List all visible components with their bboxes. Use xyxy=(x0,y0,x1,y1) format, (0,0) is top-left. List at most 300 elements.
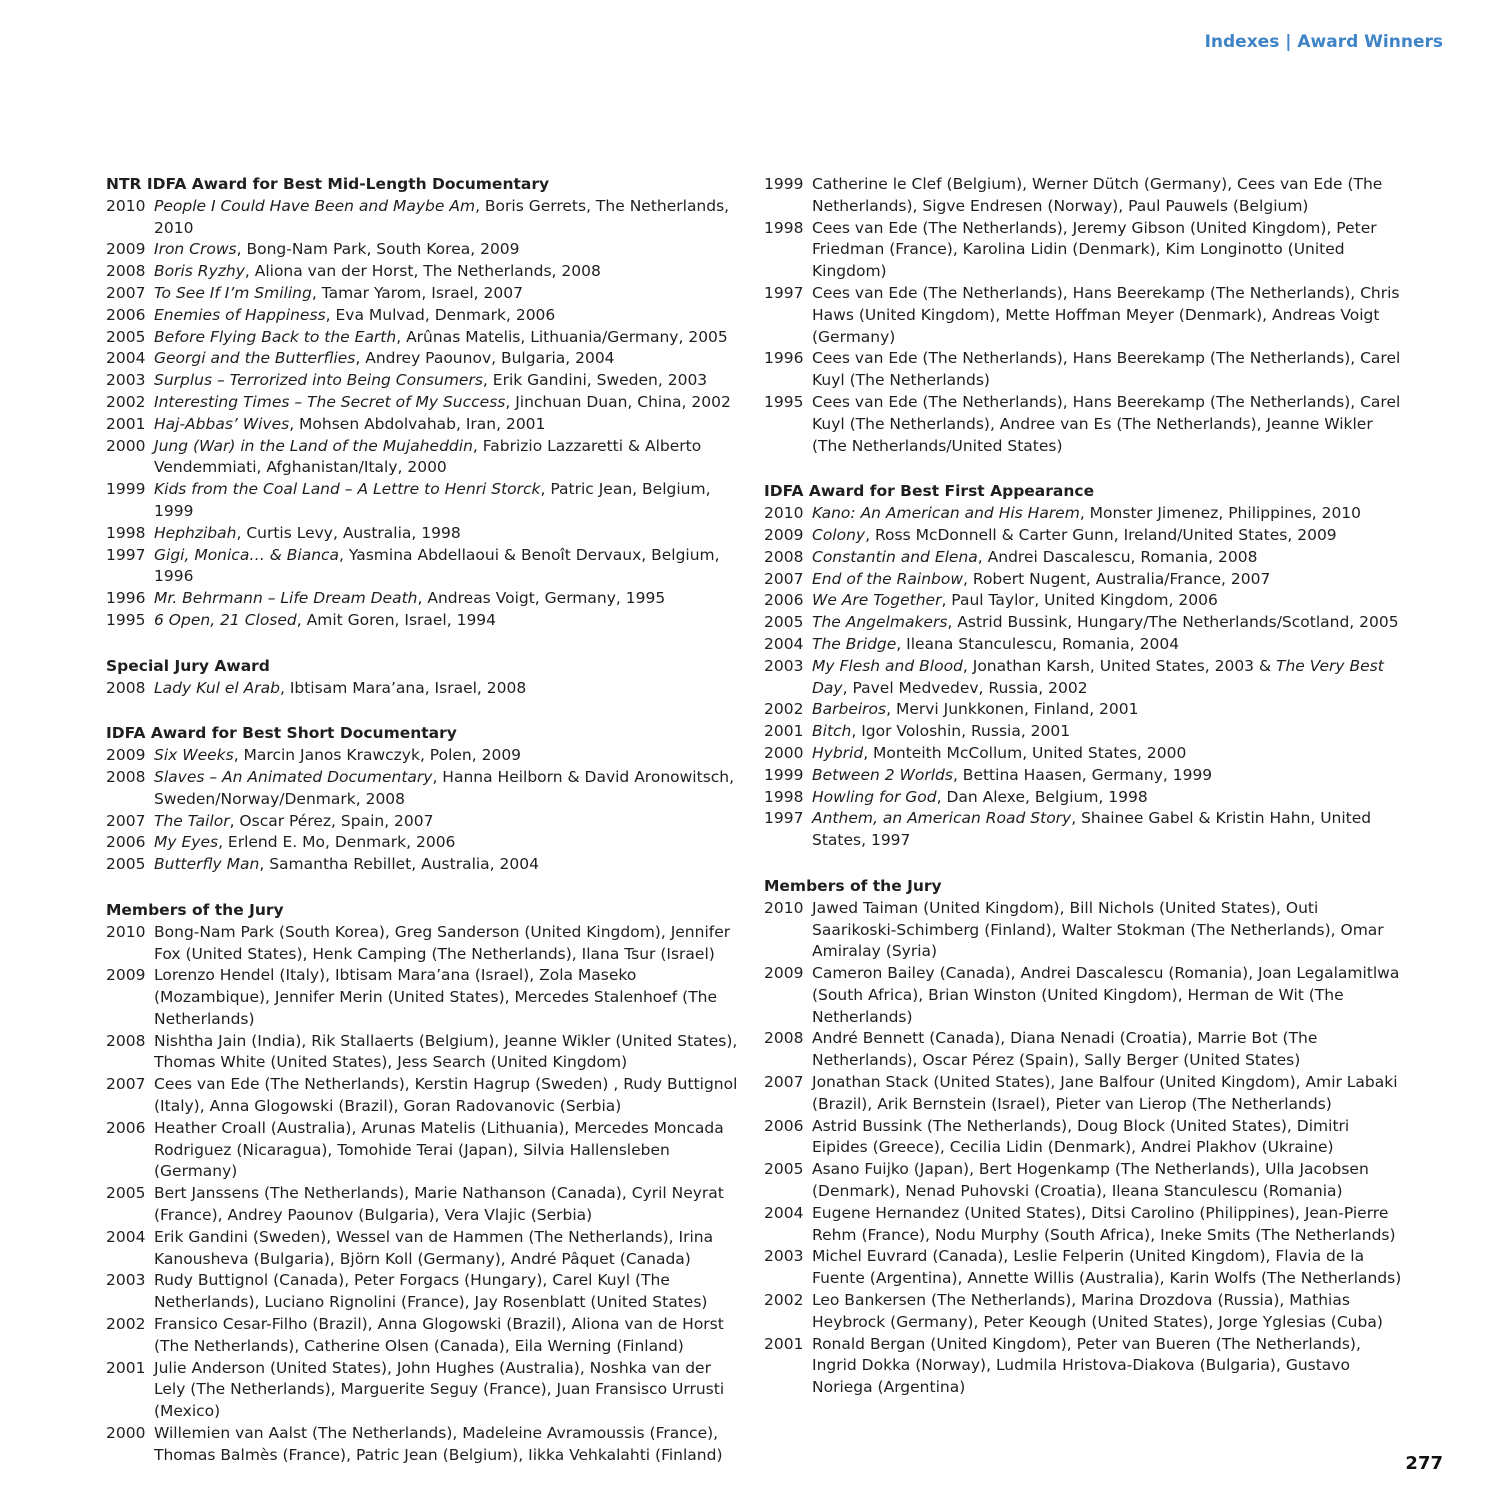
entry-details: Cees van Ede (The Netherlands), Hans Beerekamp (The Netherlands), Chris Haws (United Kingdom), Mette Hoffman Meyer (Denmark), Andreas Voigt (Germany) xyxy=(812,283,1400,346)
entry-details: Astrid Bussink (The Netherlands), Doug Block (United States), Dimitri Eipides (Greece), Cecilia Lidin (Denmark), Andrei Plakhov (Ukraine) xyxy=(812,1116,1350,1157)
award-section xyxy=(764,174,1404,457)
list-item xyxy=(764,218,1404,283)
list-item xyxy=(106,1074,746,1118)
film-title: Six Weeks xyxy=(154,746,234,765)
film-title: Kano: An American and His Harem xyxy=(812,504,1080,523)
entry-details: Willemien van Aalst (The Netherlands), Madeleine Avramoussis (France), Thomas Balmès (France), Patric Jean (Belgium), Iikka Vehkalahti (Finland) xyxy=(154,1424,723,1464)
film-title: Hephzibah xyxy=(154,523,237,542)
entry-text xyxy=(812,547,1404,569)
entry-text xyxy=(812,898,1404,963)
film-title: Gigi, Monica… & Bianca xyxy=(154,545,340,564)
entry-details: , Jonathan Karsh, United States, 2003 & xyxy=(962,656,1276,675)
entry-text xyxy=(812,569,1404,591)
right-column xyxy=(764,174,1404,1423)
list-item xyxy=(764,898,1404,963)
entry-text xyxy=(154,832,746,854)
list-item xyxy=(764,808,1404,852)
entry-text xyxy=(812,656,1404,700)
entry-year: 2006 xyxy=(764,1116,804,1135)
list-item xyxy=(764,699,1404,721)
entry-details: Rudy Buttignol (Canada), Peter Forgacs (Hungary), Carel Kuyl (The Netherlands), Luciano Rignolini (France), Jay Rosenblatt (United States) xyxy=(154,1271,708,1312)
entry-text xyxy=(154,1423,746,1467)
entry-year: 2007 xyxy=(106,283,146,302)
entry-details: , Andrey Paounov, Bulgaria, 2004 xyxy=(355,349,615,368)
entry-details: Cees van Ede (The Netherlands), Hans Beerekamp (The Netherlands), Carel Kuyl (The Netherlands), Andree van Es (The Netherlands), Jeanne Wikler (The Netherlands/United States) xyxy=(812,392,1401,455)
section-title: Special Jury Award xyxy=(106,656,270,675)
award-section xyxy=(106,723,746,876)
entry-details: , Jinchuan Duan, China, 2002 xyxy=(505,392,731,411)
list-item xyxy=(106,1118,746,1183)
award-section xyxy=(106,900,746,1467)
film-title: Howling for God xyxy=(812,787,937,806)
list-item xyxy=(106,678,746,700)
entry-details: Fransico Cesar-Filho (Brazil), Anna Glogowski (Brazil), Aliona van de Horst (The Netherlands), Catherine Olsen (Canada), Eila Werning (Finland) xyxy=(154,1315,724,1355)
entry-details: , Eva Mulvad, Denmark, 2006 xyxy=(325,305,556,324)
entry-year: 1995 xyxy=(764,392,804,411)
section-title: IDFA Award for Best First Appearance xyxy=(764,482,1095,501)
entry-details: Jawed Taiman (United Kingdom), Bill Nichols (United States), Outi Saarikoski-Schimberg (Finland), Walter Stokman (The Netherlands), Omar Amiralay (Syria) xyxy=(812,898,1384,961)
entry-year: 2006 xyxy=(106,305,146,324)
entry-details: , Marcin Janos Krawczyk, Polen, 2009 xyxy=(233,746,522,765)
entry-year: 2004 xyxy=(106,1227,146,1246)
entry-text xyxy=(154,745,746,767)
entry-year: 2009 xyxy=(106,240,146,259)
list-item xyxy=(764,525,1404,547)
left-column xyxy=(106,174,746,1491)
entry-text xyxy=(812,392,1404,457)
entry-text xyxy=(154,196,746,240)
list-item xyxy=(106,305,746,327)
entry-text xyxy=(154,767,746,811)
entry-text xyxy=(154,854,746,876)
entry-details: Ronald Bergan (United Kingdom), Peter van Bueren (The Netherlands), Ingrid Dokka (Norway), Ludmila Hristova-Diakova (Bulgaria), Gustavo Noriega (Argentina) xyxy=(812,1334,1361,1397)
list-item xyxy=(764,1116,1404,1160)
entry-details: , Bettina Haasen, Germany, 1999 xyxy=(952,765,1213,784)
entry-details: , Fabrizio Lazzaretti & Alberto Vendemmiati, Afghanistan/Italy, 2000 xyxy=(154,436,702,477)
film-title: We Are Together xyxy=(812,591,942,610)
list-item xyxy=(106,414,746,436)
entry-year: 2006 xyxy=(764,591,804,610)
entry-year: 2009 xyxy=(764,525,804,544)
entry-year: 2010 xyxy=(106,922,146,941)
list-item xyxy=(106,922,746,966)
list-item xyxy=(764,1028,1404,1072)
entry-text xyxy=(154,678,746,700)
entry-details: , Monster Jimenez, Philippines, 2010 xyxy=(1079,504,1362,523)
entry-details: , Ileana Stanculescu, Romania, 2004 xyxy=(896,634,1180,653)
entry-details: , Samantha Rebillet, Australia, 2004 xyxy=(259,855,539,874)
section-title: Members of the Jury xyxy=(106,900,284,919)
list-item xyxy=(106,1227,746,1271)
entry-text xyxy=(812,1159,1404,1203)
entry-text xyxy=(154,327,746,349)
film-title: Before Flying Back to the Earth xyxy=(154,327,397,346)
entry-year: 2008 xyxy=(764,547,804,566)
film-title: The Tailor xyxy=(154,811,230,830)
entry-details: , Aliona van der Horst, The Netherlands, 2008 xyxy=(244,262,601,281)
list-item xyxy=(106,588,746,610)
entry-year: 2008 xyxy=(764,1029,804,1048)
list-item xyxy=(764,547,1404,569)
entry-text xyxy=(812,590,1404,612)
entry-text xyxy=(812,963,1404,1028)
entry-text xyxy=(154,588,746,610)
list-item xyxy=(764,590,1404,612)
entry-year: 2007 xyxy=(764,569,804,588)
list-item xyxy=(106,1031,746,1075)
entry-text xyxy=(812,699,1404,721)
entry-text xyxy=(154,239,746,261)
film-title: Mr. Behrmann – Life Dream Death xyxy=(154,589,418,608)
entry-details: Asano Fuijko (Japan), Bert Hogenkamp (The Netherlands), Ulla Jacobsen (Denmark), Nenad Puhovski (Croatia), Ileana Stanculescu (Romania) xyxy=(812,1160,1369,1201)
list-item xyxy=(106,523,746,545)
entry-details: , Andreas Voigt, Germany, 1995 xyxy=(417,589,666,608)
list-item xyxy=(764,1159,1404,1203)
list-item xyxy=(106,479,746,523)
entry-details: , Ross McDonnell & Carter Gunn, Ireland/United States, 2009 xyxy=(865,525,1337,544)
entry-text xyxy=(154,261,746,283)
entry-year: 2008 xyxy=(106,1031,146,1050)
entry-details: , Amit Goren, Israel, 1994 xyxy=(296,610,497,629)
film-title: Hybrid xyxy=(812,743,864,762)
list-item xyxy=(764,787,1404,809)
entry-text xyxy=(812,765,1404,787)
entry-year: 2005 xyxy=(106,1184,146,1203)
film-title: Interesting Times – The Secret of My Success xyxy=(154,392,506,411)
entry-text xyxy=(812,218,1404,283)
entry-year: 1999 xyxy=(764,175,804,193)
entry-year: 2004 xyxy=(106,349,146,368)
entry-year: 2003 xyxy=(764,656,804,675)
entry-details: , Erlend E. Mo, Denmark, 2006 xyxy=(218,833,456,852)
list-item xyxy=(764,569,1404,591)
film-title: Slaves – An Animated Documentary xyxy=(154,767,433,786)
entry-year: 2010 xyxy=(764,898,804,917)
entry-text xyxy=(154,305,746,327)
entry-year: 2009 xyxy=(106,746,146,765)
entry-text xyxy=(154,1358,746,1423)
entry-text xyxy=(812,612,1404,634)
list-item xyxy=(764,283,1404,348)
film-title: Colony xyxy=(812,525,866,544)
list-item xyxy=(764,1246,1404,1290)
entry-details: , Bong-Nam Park, South Korea, 2009 xyxy=(236,240,520,259)
entry-year: 2002 xyxy=(764,1291,804,1310)
entry-details: , Hanna Heilborn & David Aronowitsch, Sweden/Norway/Denmark, 2008 xyxy=(154,767,735,808)
list-item xyxy=(106,239,746,261)
entry-text xyxy=(154,414,746,436)
entry-year: 2003 xyxy=(764,1247,804,1266)
entry-year: 2001 xyxy=(106,1358,146,1377)
film-title: Constantin and Elena xyxy=(812,547,978,566)
section-title: NTR IDFA Award for Best Mid-Length Documentary xyxy=(106,175,550,193)
entry-details: Bong-Nam Park (South Korea), Greg Sanderson (United Kingdom), Jennifer Fox (United States), Henk Camping (The Netherlands), Ilana Tsur (Israel) xyxy=(154,922,731,963)
entry-year: 2003 xyxy=(106,371,146,390)
film-title: Between 2 Worlds xyxy=(812,765,953,784)
film-title: My Flesh and Blood xyxy=(812,656,963,675)
entry-text xyxy=(154,1031,746,1075)
entry-year: 2005 xyxy=(106,327,146,346)
award-section xyxy=(764,876,1404,1399)
list-item xyxy=(764,174,1404,218)
entry-year: 2008 xyxy=(106,262,146,281)
list-item xyxy=(106,392,746,414)
entry-text xyxy=(154,545,746,589)
entry-text xyxy=(812,503,1404,525)
section-title: Members of the Jury xyxy=(764,876,942,895)
entry-details: Cees van Ede (The Netherlands), Jeremy Gibson (United Kingdom), Peter Friedman (France), Karolina Lidin (Denmark), Kim Longinotto (United Kingdom) xyxy=(812,218,1377,281)
film-title: People I Could Have Been and Maybe Am xyxy=(154,196,476,215)
entry-details: , Astrid Bussink, Hungary/The Netherlands/Scotland, 2005 xyxy=(947,613,1399,632)
entry-year: 2005 xyxy=(764,613,804,632)
film-title: My Eyes xyxy=(154,833,219,852)
list-item xyxy=(764,656,1404,700)
list-item xyxy=(106,811,746,833)
entry-details: , Boris Gerrets, The Netherlands, 2010 xyxy=(154,196,730,237)
list-item xyxy=(106,1314,746,1358)
list-item xyxy=(106,545,746,589)
entry-text xyxy=(812,721,1404,743)
film-title: Kids from the Coal Land – A Lettre to Henri Storck xyxy=(154,480,541,499)
entry-text xyxy=(812,174,1404,218)
entry-text xyxy=(812,1116,1404,1160)
entry-text xyxy=(812,1334,1404,1399)
entry-text xyxy=(812,1072,1404,1116)
entry-text xyxy=(154,1118,746,1183)
entry-year: 1997 xyxy=(106,545,146,564)
entry-details: Cameron Bailey (Canada), Andrei Dascalescu (Romania), Joan Legalamitlwa (South Africa), Brian Winston (United Kingdom), Herman de Wit (The Netherlands) xyxy=(812,964,1400,1026)
entry-details: , Pavel Medvedev, Russia, 2002 xyxy=(842,678,1088,697)
entry-details: Eugene Hernandez (United States), Ditsi Carolino (Philippines), Jean-Pierre Rehm (France), Nodu Murphy (South Africa), Ineke Smits (The Netherlands) xyxy=(812,1203,1396,1244)
list-item xyxy=(106,261,746,283)
entry-text xyxy=(812,787,1404,809)
award-section xyxy=(106,174,746,632)
list-item xyxy=(106,745,746,767)
entry-details: , Robert Nugent, Australia/France, 2007 xyxy=(963,569,1271,588)
entry-text xyxy=(154,1270,746,1314)
entry-details: , Mervi Junkkonen, Finland, 2001 xyxy=(886,700,1139,719)
list-item xyxy=(106,854,746,876)
entry-text xyxy=(154,1314,746,1358)
entry-year: 2005 xyxy=(106,855,146,874)
entry-text xyxy=(154,1074,746,1118)
entry-text xyxy=(154,811,746,833)
entry-details: , Oscar Pérez, Spain, 2007 xyxy=(229,811,434,830)
running-head: Indexes | Award Winners xyxy=(1204,32,1443,52)
entry-text xyxy=(154,1183,746,1227)
film-title: Bitch xyxy=(812,722,852,741)
entry-year: 2008 xyxy=(106,678,146,697)
entry-year: 2007 xyxy=(764,1073,804,1092)
list-item xyxy=(106,1183,746,1227)
list-item xyxy=(764,765,1404,787)
entry-year: 2005 xyxy=(764,1160,804,1179)
entry-text xyxy=(812,283,1404,348)
list-item xyxy=(106,965,746,1030)
list-item xyxy=(764,721,1404,743)
entry-year: 2001 xyxy=(106,414,146,433)
entry-details: Erik Gandini (Sweden), Wessel van de Hammen (The Netherlands), Irina Kanousheva (Bulgaria), Björn Koll (Germany), André Pâquet (Canada) xyxy=(154,1227,714,1268)
entry-year: 2009 xyxy=(106,966,146,985)
film-title: To See If I’m Smiling xyxy=(154,283,312,302)
section-title: IDFA Award for Best Short Documentary xyxy=(106,724,457,743)
entry-year: 2000 xyxy=(106,436,146,455)
entry-text xyxy=(812,1028,1404,1072)
entry-details: Bert Janssens (The Netherlands), Marie Nathanson (Canada), Cyril Neyrat (France), Andrey Paounov (Bulgaria), Vera Vlajic (Serbia) xyxy=(154,1184,724,1225)
film-title: Boris Ryzhy xyxy=(154,262,245,281)
entry-details: , Monteith McCollum, United States, 2000 xyxy=(863,743,1187,762)
list-item xyxy=(106,1358,746,1423)
film-title: Anthem, an American Road Story xyxy=(812,809,1072,828)
entry-text xyxy=(154,1227,746,1271)
list-item xyxy=(106,196,746,240)
entry-year: 2007 xyxy=(106,811,146,830)
film-title: The Very Best Day xyxy=(812,656,1384,697)
film-title: Jung (War) in the Land of the Mujaheddin xyxy=(154,436,473,455)
entry-year: 2002 xyxy=(764,700,804,719)
entry-details: Leo Bankersen (The Netherlands), Marina Drozdova (Russia), Mathias Heybrock (Germany), Peter Keough (United States), Jorge Yglesias (Cuba) xyxy=(812,1291,1383,1331)
entry-year: 1999 xyxy=(106,480,146,499)
list-item xyxy=(106,370,746,392)
entry-details: Cees van Ede (The Netherlands), Hans Beerekamp (The Netherlands), Carel Kuyl (The Netherlands) xyxy=(812,349,1401,390)
list-item xyxy=(764,1203,1404,1247)
award-section xyxy=(106,656,746,700)
entry-details: Heather Croall (Australia), Arunas Matelis (Lithuania), Mercedes Moncada Rodriguez (Nicaragua), Tomohide Terai (Japan), Silvia Hallensleben (Germany) xyxy=(154,1118,724,1181)
entry-year: 1998 xyxy=(764,787,804,806)
film-title: Butterfly Man xyxy=(154,855,260,874)
entry-text xyxy=(154,523,746,545)
list-item xyxy=(106,327,746,349)
entry-year: 2006 xyxy=(106,1118,146,1137)
entry-year: 2004 xyxy=(764,1203,804,1222)
list-item xyxy=(764,1290,1404,1334)
entry-year: 2010 xyxy=(106,196,146,215)
film-title: Georgi and the Butterflies xyxy=(154,349,356,368)
entry-text xyxy=(812,348,1404,392)
entry-year: 2009 xyxy=(764,964,804,983)
entry-year: 1998 xyxy=(764,218,804,237)
entry-text xyxy=(812,1246,1404,1290)
entry-year: 1996 xyxy=(764,349,804,368)
entry-details: , Igor Voloshin, Russia, 2001 xyxy=(851,722,1071,741)
entry-year: 2000 xyxy=(106,1424,146,1443)
entry-text xyxy=(154,436,746,480)
entry-year: 2002 xyxy=(106,1315,146,1334)
list-item xyxy=(106,1423,746,1467)
entry-details: , Tamar Yarom, Israel, 2007 xyxy=(311,283,523,302)
entry-details: , Curtis Levy, Australia, 1998 xyxy=(236,523,461,542)
entry-year: 2000 xyxy=(764,743,804,762)
entry-text xyxy=(154,283,746,305)
film-title: Lady Kul el Arab xyxy=(154,678,280,697)
list-item xyxy=(764,634,1404,656)
entry-details: , Dan Alexe, Belgium, 1998 xyxy=(936,787,1148,806)
list-item xyxy=(106,832,746,854)
entry-details: Lorenzo Hendel (Italy), Ibtisam Mara’ana (Israel), Zola Maseko (Mozambique), Jennifer Merin (United States), Mercedes Stalenhoef (The Netherlands) xyxy=(154,966,718,1028)
entry-year: 2002 xyxy=(106,392,146,411)
list-item xyxy=(764,1334,1404,1399)
film-title: Iron Crows xyxy=(154,240,237,259)
entry-year: 1996 xyxy=(106,589,146,608)
entry-text xyxy=(812,634,1404,656)
list-item xyxy=(764,348,1404,392)
list-item xyxy=(764,612,1404,634)
entry-year: 2006 xyxy=(106,833,146,852)
entry-year: 2001 xyxy=(764,1334,804,1353)
entry-text xyxy=(154,965,746,1030)
entry-text xyxy=(154,348,746,370)
entry-year: 1995 xyxy=(106,610,146,629)
film-title: The Angelmakers xyxy=(812,613,948,632)
film-title: The Bridge xyxy=(812,634,897,653)
list-item xyxy=(106,348,746,370)
entry-details: , Paul Taylor, United Kingdom, 2006 xyxy=(941,591,1218,610)
entry-text xyxy=(812,1203,1404,1247)
entry-details: André Bennett (Canada), Diana Nenadi (Croatia), Marrie Bot (The Netherlands), Oscar Pérez (Spain), Sally Berger (United States) xyxy=(812,1029,1318,1070)
film-title: Haj-Abbas’ Wives xyxy=(154,414,290,433)
entry-details: , Patric Jean, Belgium, 1999 xyxy=(154,480,711,520)
entry-year: 2001 xyxy=(764,722,804,741)
entry-details: , Arûnas Matelis, Lithuania/Germany, 2005 xyxy=(396,327,728,346)
entry-details: Catherine le Clef (Belgium), Werner Dütch (Germany), Cees van Ede (The Netherlands), Sigve Endresen (Norway), Paul Pauwels (Belgium) xyxy=(812,175,1383,215)
entry-details: , Mohsen Abdolvahab, Iran, 2001 xyxy=(289,414,546,433)
entry-year: 2007 xyxy=(106,1075,146,1094)
entry-year: 1999 xyxy=(764,765,804,784)
entry-year: 2003 xyxy=(106,1271,146,1290)
list-item xyxy=(106,1270,746,1314)
entry-details: Michel Euvrard (Canada), Leslie Felperin (United Kingdom), Flavia de la Fuente (Argentina), Annette Willis (Australia), Karin Wolfs (The Netherlands) xyxy=(812,1247,1402,1288)
list-item xyxy=(764,392,1404,457)
entry-text xyxy=(154,392,746,414)
list-item xyxy=(106,610,746,632)
entry-text xyxy=(154,370,746,392)
entry-text xyxy=(812,743,1404,765)
entry-year: 2010 xyxy=(764,504,804,523)
entry-details: Cees van Ede (The Netherlands), Kerstin Hagrup (Sweden) , Rudy Buttignol (Italy), Anna Glogowski (Brazil), Goran Radovanovic (Serbia) xyxy=(154,1075,738,1116)
list-item xyxy=(764,1072,1404,1116)
entry-text xyxy=(154,479,746,523)
film-title: Surplus – Terrorized into Being Consumers xyxy=(154,371,483,390)
list-item xyxy=(764,963,1404,1028)
film-title: 6 Open, 21 Closed xyxy=(154,610,297,629)
list-item xyxy=(106,767,746,811)
entry-year: 2004 xyxy=(764,634,804,653)
film-title: Enemies of Happiness xyxy=(154,305,326,324)
entry-details: Jonathan Stack (United States), Jane Balfour (United Kingdom), Amir Labaki (Brazil), Arik Bernstein (Israel), Pieter van Lierop (The Netherlands) xyxy=(812,1073,1398,1113)
film-title: Barbeiros xyxy=(812,700,887,719)
film-title: End of the Rainbow xyxy=(812,569,964,588)
entry-text xyxy=(812,1290,1404,1334)
entry-details: , Yasmina Abdellaoui & Benoît Dervaux, Belgium, 1996 xyxy=(154,545,720,586)
entry-details: , Ibtisam Mara’ana, Israel, 2008 xyxy=(279,678,527,697)
page-number: 277 xyxy=(1405,1453,1443,1474)
list-item xyxy=(106,436,746,480)
entry-text xyxy=(154,922,746,966)
entry-details: , Shainee Gabel & Kristin Hahn, United States, 1997 xyxy=(812,809,1372,850)
list-item xyxy=(764,503,1404,525)
list-item xyxy=(106,283,746,305)
entry-details: , Erik Gandini, Sweden, 2003 xyxy=(482,371,708,390)
entry-text xyxy=(812,808,1404,852)
entry-details: , Andrei Dascalescu, Romania, 2008 xyxy=(977,547,1258,566)
entry-text xyxy=(812,525,1404,547)
entry-details: Julie Anderson (United States), John Hughes (Australia), Noshka van der Lely (The Netherlands), Marguerite Seguy (France), Juan Fransisco Urrusti (Mexico) xyxy=(154,1358,725,1421)
entry-text xyxy=(154,610,746,632)
entry-year: 1997 xyxy=(764,283,804,302)
list-item xyxy=(764,743,1404,765)
entry-year: 1998 xyxy=(106,523,146,542)
entry-year: 1997 xyxy=(764,809,804,828)
